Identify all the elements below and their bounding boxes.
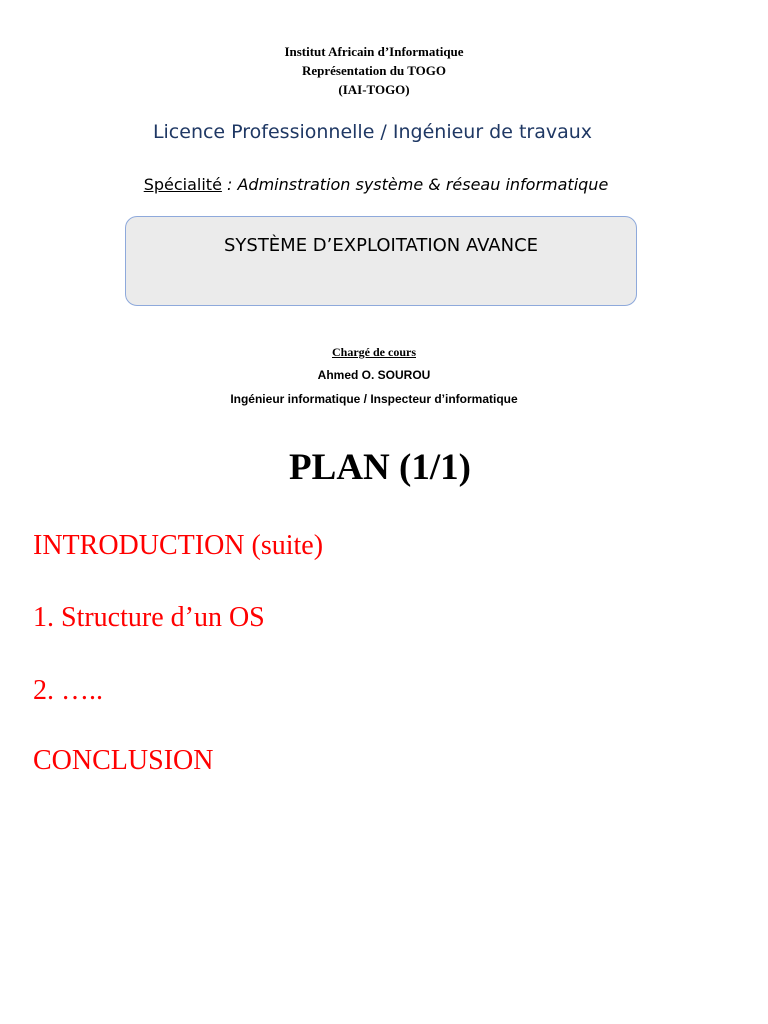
institute-name: Institut Africain d’Informatique xyxy=(284,44,464,59)
program-title: Licence Professionnelle / Ingénieur de travaux xyxy=(152,121,593,143)
plan-title: PLAN (1/1) xyxy=(289,447,471,488)
plan-item-conclusion: CONCLUSION xyxy=(33,745,214,776)
course-title-box xyxy=(125,216,637,306)
plan-item-structure: 1. Structure d’un OS xyxy=(33,602,265,633)
specialty-line xyxy=(0,172,752,198)
institute-acronym: (IAI-TOGO) xyxy=(338,82,410,97)
specialty-label: Spécialité xyxy=(143,175,222,194)
plan-item-placeholder: 2. ….. xyxy=(33,675,103,706)
lecturer-title: Ingénieur informatique / Inspecteur d’informatique xyxy=(230,392,518,406)
course-title: SYSTÈME D’EXPLOITATION AVANCE xyxy=(223,235,539,256)
plan-item-introduction: INTRODUCTION (suite) xyxy=(33,530,324,561)
specialty-value: : Adminstration système & réseau informatique xyxy=(221,175,609,194)
lecturer-heading: Chargé de cours xyxy=(332,345,416,359)
institute-branch: Représentation du TOGO xyxy=(302,63,446,78)
lecturer-name: Ahmed O. SOUROU xyxy=(317,368,431,382)
